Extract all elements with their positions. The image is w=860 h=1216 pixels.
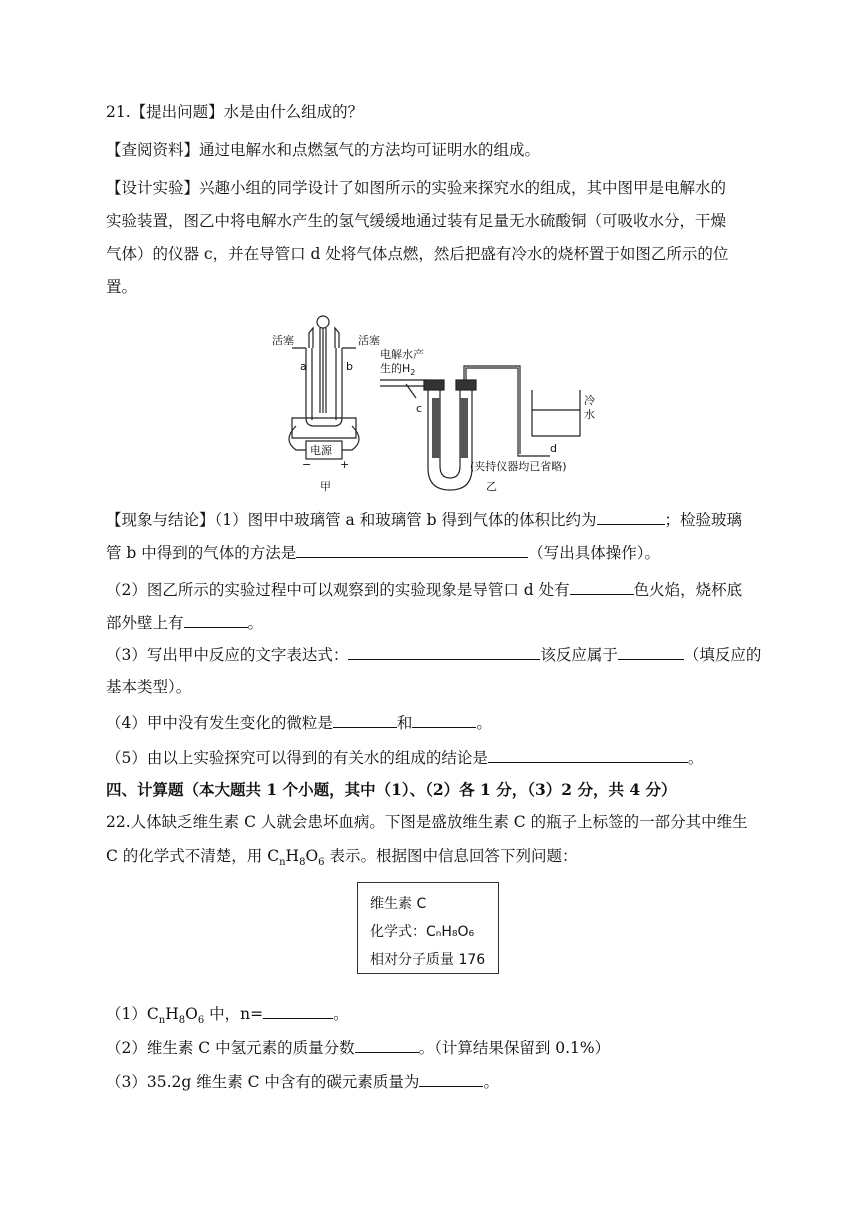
figure-yi-caption: 乙 (486, 480, 497, 493)
q22-sub3: （3）35.2g 维生素 C 中含有的碳元素质量为 。 (106, 1070, 780, 1093)
figure-jia-caption: 甲 (320, 480, 331, 493)
clamps-omitted-note: (夹持仪器均已省略) (470, 460, 567, 473)
tube-b-label: b (346, 360, 353, 373)
q21-part2-line1: （2）图乙所示的实验过程中可以观察到的实验现象是导管口 d 处有 色火焰，烧杯底 (106, 578, 780, 601)
answer-blank[interactable] (618, 643, 684, 660)
label-molecular-mass: 相对分子质量 176 (370, 952, 486, 968)
q22-line2: C 的化学式不清楚，用 $C_nH_8O_6$ 表示。根据图中信息回答下列问题： (106, 847, 578, 869)
q21-part2-line2: 部外壁上有 。 (106, 611, 780, 634)
h2-source-label-line2: 生的$H_2$ (380, 362, 416, 377)
q22-sub1: $(1)C_nH_8O_6$ 中，n= 。 (106, 1002, 780, 1032)
vitamin-c-label (357, 882, 499, 974)
q21-reference: 【查阅资料】通过电解水和点燃氢气的方法均可证明水的组成。 (106, 141, 541, 159)
left-valve-label: 活塞 (272, 334, 294, 347)
q21-part3-line1: （3）写出甲中反应的文字表达式： 该反应属于 （填反应的 (106, 643, 780, 666)
outlet-d-label: d (550, 442, 557, 455)
h2-source-label-line1: 电解水产 (380, 348, 424, 361)
q21-part3-line2: 基本类型）。 (106, 678, 192, 696)
q21-part1-line1: 【现象与结论】（1）图甲中玻璃管 a 和玻璃管 b 得到气体的体积比约为 ；检验玻璃 (106, 508, 780, 531)
tube-a-label: a (300, 360, 307, 373)
q22-sub2: （2）维生素 C 中氢元素的质量分数 。（计算结果保留到 0.1%） (106, 1036, 780, 1059)
right-valve-label: 活塞 (358, 334, 380, 347)
q21-design-line4: 置。 (106, 278, 138, 296)
answer-blank[interactable] (597, 508, 665, 525)
q21-part5: （5）由以上实验探究可以得到的有关水的组成的结论是 。 (106, 746, 780, 769)
q21-design-line1: 【设计实验】兴趣小组的同学设计了如图所示的实验来探究水的组成，其中图甲是电解水的 (106, 179, 727, 197)
answer-blank[interactable] (184, 611, 248, 628)
section-4-heading: 四、计算题（本大题共 1 个小题，其中（1）、（2）各 1 分，（3）2 分，共 4 分） (106, 780, 677, 799)
answer-blank[interactable] (488, 746, 688, 763)
cold-water-label-1: 冷 (584, 394, 595, 407)
answer-blank[interactable] (412, 711, 476, 728)
answer-blank[interactable] (570, 578, 634, 595)
cold-water-label-2: 水 (584, 408, 595, 421)
answer-blank[interactable] (263, 1002, 333, 1019)
q21-design-line2: 实验装置，图乙中将电解水产生的氢气缓缓地通过装有足量无水硫酸铜（可吸收水分，干燥 (106, 212, 727, 230)
answer-blank[interactable] (296, 541, 528, 558)
answer-blank[interactable] (355, 1036, 419, 1053)
power-source-label: 电源 (310, 444, 332, 457)
q22-line1: 22.人体缺乏维生素 C 人就会患坏血病。下图是盛放维生素 C 的瓶子上标签的一部分其中维生 (106, 813, 748, 831)
label-name: 维生素 C (370, 896, 427, 912)
answer-blank[interactable] (333, 711, 397, 728)
answer-blank[interactable] (348, 643, 540, 660)
q21-part4: （4）甲中没有发生变化的微粒是 和 。 (106, 711, 780, 734)
q21-design-line3: 气体）的仪器 c，并在导管口 d 处将气体点燃，然后把盛有冷水的烧杯置于如图乙所示的位 (106, 245, 729, 263)
q21-part1-line2: 管 b 中得到的气体的方法是 （写出具体操作）。 (106, 541, 780, 564)
answer-blank[interactable] (419, 1070, 483, 1087)
negative-terminal: − (302, 458, 312, 471)
electrolysis-apparatus-figure (268, 308, 598, 498)
instrument-c-label: c (416, 402, 423, 415)
label-formula: 化学式：CₙH₈O₆ (370, 924, 475, 940)
positive-terminal: + (340, 458, 350, 471)
q21-question: 21.【提出问题】水是由什么组成的？ (106, 103, 364, 121)
